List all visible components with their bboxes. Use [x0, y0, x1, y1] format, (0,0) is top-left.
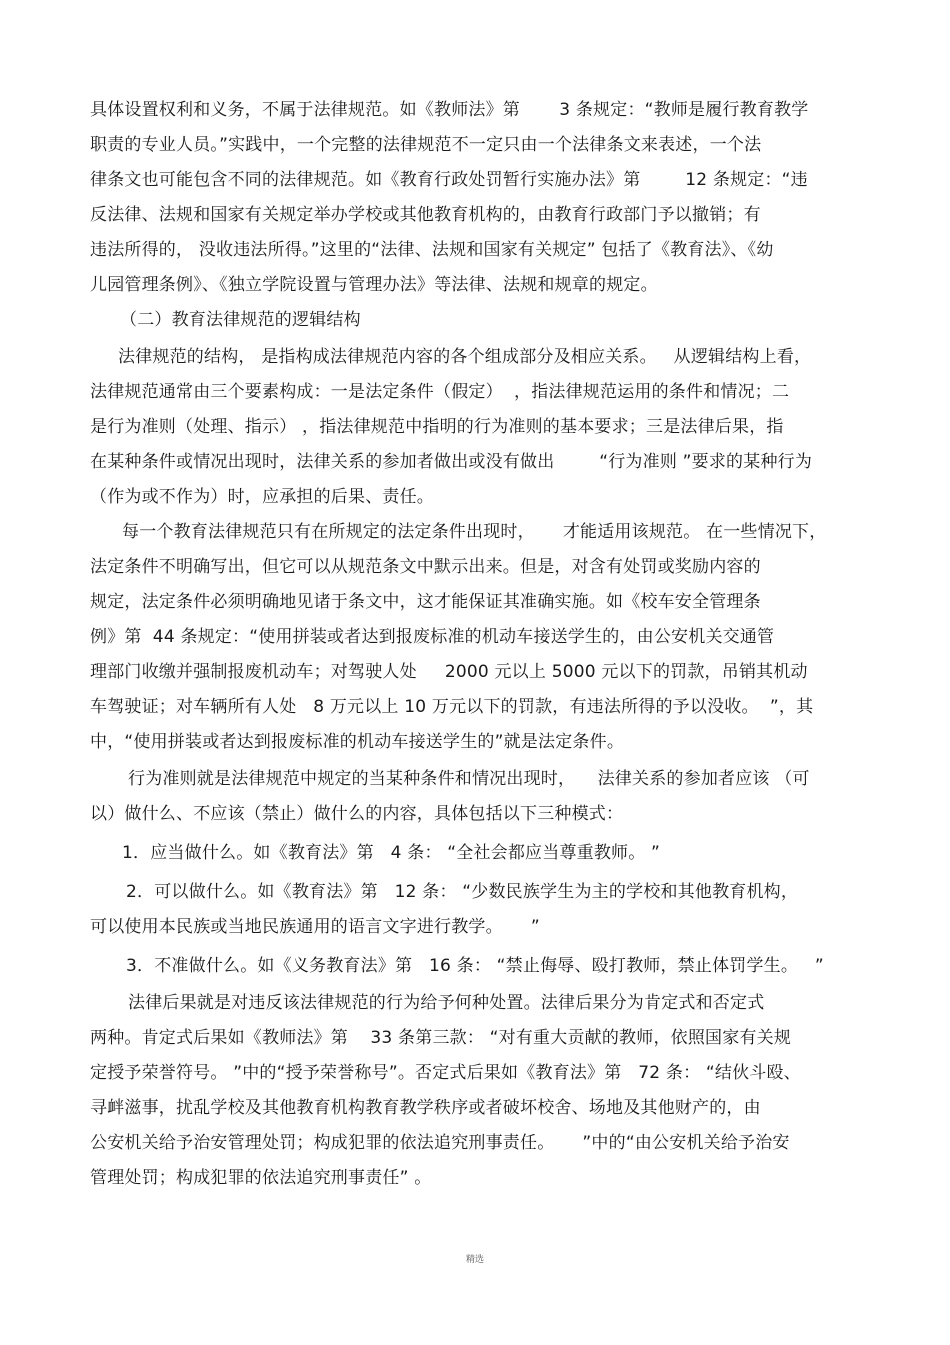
paragraph-line: 儿园管理条例》、《独立学院设置与管理办法》等法律、法规和规章的规定。 — [90, 275, 658, 295]
paragraph-line: 车驾驶证；对车辆所有人处 8 万元以上 10 万元以下的罚款，有违法所得的予以没收。 ”，其 — [90, 697, 814, 717]
paragraph-line: 理部门收缴并强制报废机动车；对驾驶人处 2000 元以上 5000 元以下的罚款，吊销其机动 — [90, 662, 808, 682]
paragraph-line: 规定，法定条件必须明确地见诸于条文中，这才能保证其准确实施。如《校车安全管理条 — [90, 592, 761, 612]
paragraph-line: 以）做什么、不应该（禁止）做什么的内容，具体包括以下三种模式： — [90, 804, 624, 824]
page-footer: 精选 — [465, 1255, 484, 1265]
paragraph-line: 法律规范的结构， 是指构成法律规范内容的各个组成部分及相应关系。 从逻辑结构上看， — [118, 347, 812, 367]
paragraph-line: 例》第 44 条规定：“使用拼装或者达到报废标准的机动车接送学生的，由公安机关交通管 — [90, 627, 775, 647]
paragraph-line: 法律规范通常由三个要素构成：一是法定条件（假定） ，指法律规范运用的条件和情况；二 — [90, 382, 790, 402]
paragraph-line: 在某种条件或情况出现时，法律关系的参加者做出或没有做出 “行为准则 ”要求的某种行为 — [90, 452, 813, 472]
paragraph-line: 是行为准则（处理、指示） ，指法律规范中指明的行为准则的基本要求；三是法律后果，指 — [90, 417, 784, 437]
paragraph-line: 公安机关给予治安管理处罚；构成犯罪的依法追究刑事责任。 ”中的“由公安机关给予治安 — [90, 1133, 790, 1153]
paragraph-line: 定授予荣誉符号。 ”中的“授予荣誉称号”。否定式后果如《教育法》第 72 条： “结伙斗殴、 — [90, 1063, 801, 1083]
paragraph-line: 两种。肯定式后果如《教师法》第 33 条第三款： “对有重大贡献的教师，依照国家有关规 — [90, 1028, 792, 1048]
paragraph-line: 律条文也可能包含不同的法律规范。如《教育行政处罚暂行实施办法》第 12 条规定：“违 — [90, 170, 808, 190]
paragraph-line: 每一个教育法律规范只有在所规定的法定条件出现时， 才能适用该规范。 在一些情况下， — [122, 522, 827, 542]
paragraph-line: 具体设置权利和义务，不属于法律规范。如《教师法》第 3 条规定：“教师是履行教育教学 — [90, 100, 809, 120]
paragraph-line: 寻衅滋事，扰乱学校及其他教育机构教育教学秩序或者破坏校舍、场地及其他财产的，由 — [90, 1098, 761, 1118]
paragraph-line: 可以使用本民族或当地民族通用的语言文字进行教学。 ” — [90, 917, 540, 937]
list-item: 3．不准做什么。如《义务教育法》第 16 条： “禁止侮辱、殴打教师，禁止体罚学生。 ” — [126, 956, 824, 976]
paragraph-line: 违法所得的， 没收违法所得。”这里的“法律、法规和国家有关规定” 包括了《教育法》、《幼 — [90, 240, 774, 260]
paragraph-line: 行为准则就是法律规范中规定的当某种条件和情况出现时， 法律关系的参加者应该 （可 — [128, 769, 810, 789]
section-heading: （二）教育法律规范的逻辑结构 — [120, 310, 361, 330]
paragraph-line: 职责的专业人员。”实践中，一个完整的法律规范不一定只由一个法律条文来表述，一个法 — [90, 135, 762, 155]
list-item: 1．应当做什么。如《教育法》第 4 条： “全社会都应当尊重教师。 ” — [122, 843, 661, 863]
paragraph-line: 法定条件不明确写出，但它可以从规范条文中默示出来。但是，对含有处罚或奖励内容的 — [90, 557, 761, 577]
paragraph-line: 管理处罚；构成犯罪的依法追究刑事责任” 。 — [90, 1168, 432, 1188]
paragraph-line: 中，“使用拼装或者达到报废标准的机动车接送学生的”就是法定条件。 — [90, 732, 625, 752]
list-item: 2．可以做什么。如《教育法》第 12 条： “少数民族学生为主的学校和其他教育机构， — [126, 882, 799, 902]
paragraph-line: 法律后果就是对违反该法律规范的行为给予何种处置。法律后果分为肯定式和否定式 — [128, 993, 765, 1013]
paragraph-line: 反法律、法规和国家有关规定举办学校或其他教育机构的，由教育行政部门予以撤销；有 — [90, 205, 761, 225]
paragraph-line: （作为或不作为）时，应承担的后果、责任。 — [90, 487, 434, 507]
